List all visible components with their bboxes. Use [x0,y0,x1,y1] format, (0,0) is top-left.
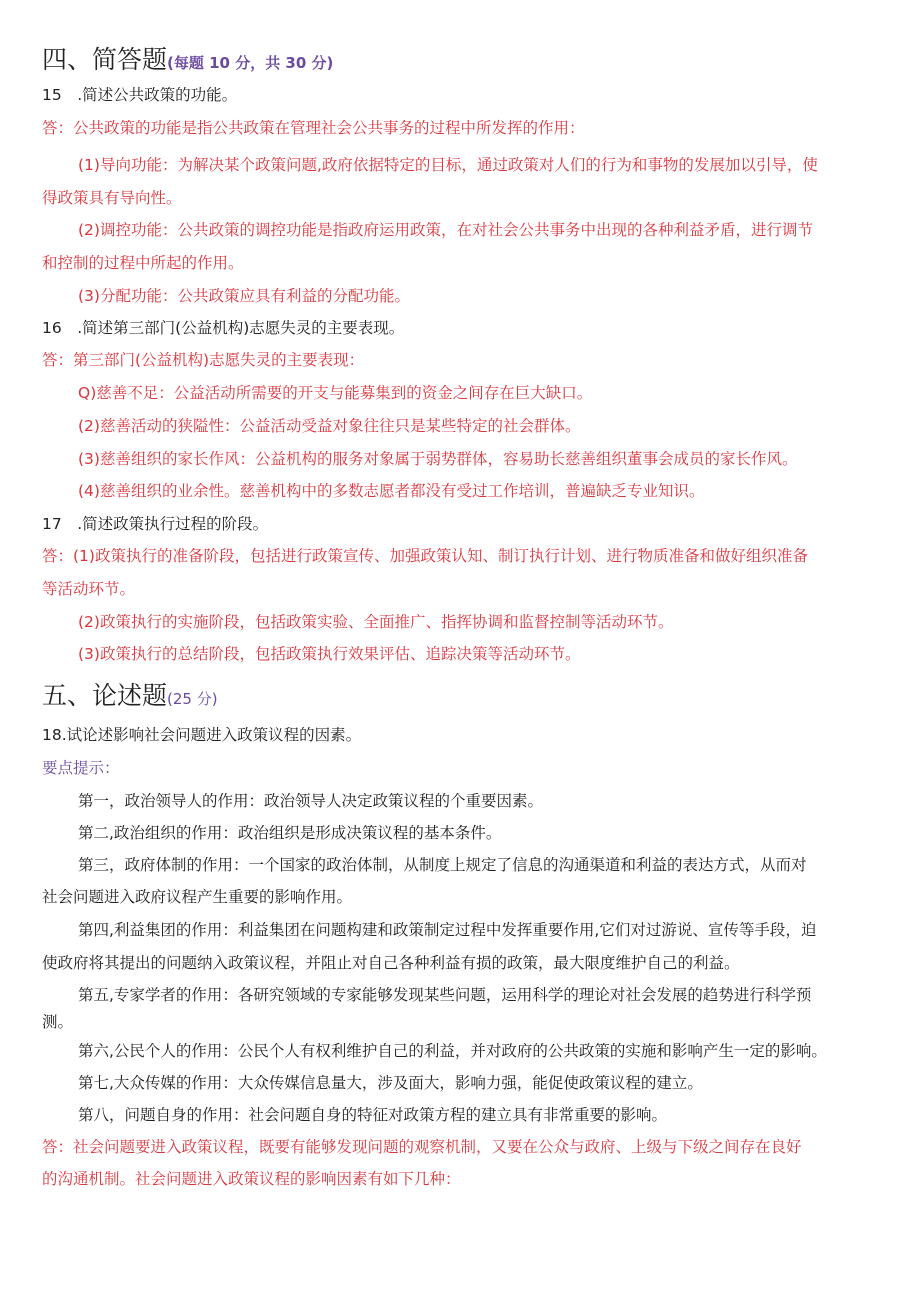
question-15: 15 .简述公共政策的功能。 [42,86,238,104]
answer-18-line: 答：社会问题要进入政策议程，既要有能够发现问题的观察机制，又要在公众与政府、上级与下级之间存在良好 [42,1138,802,1156]
hint-item: 测。 [42,1013,74,1031]
answer-18-line: 的沟通机制。社会问题进入政策议程的影响因素有如下几种： [42,1170,461,1188]
hint-item: 第一，政治领导人的作用：政治领导人决定政策议程的个重要因素。 [78,792,544,810]
answer-15-point: (1)导向功能：为解决某个政策问题,政府依据特定的目标，通过政策对人们的行为和事物的发展加以引导，使 [78,156,818,174]
answer-16-point: (2)慈善活动的狭隘性：公益活动受益对象往往只是某些特定的社会群体。 [78,417,581,435]
section-5-heading [42,680,882,715]
answer-17-point: (3)政策执行的总结阶段，包括政策执行效果评估、追踪决策等活动环节。 [78,645,581,663]
hint-item: 使政府将其提出的问题纳入政策议程，并阻止对自己各种利益有损的政策，最大限度维护自己的利益。 [42,954,740,972]
answer-17-line: 等活动环节。 [42,580,136,598]
question-17: 17 .简述政策执行过程的阶段。 [42,515,269,533]
question-16: 16 .简述第三部门(公益机构)志愿失灵的主要表现。 [42,319,405,337]
answer-15-point: 得政策具有导向性。 [42,189,182,207]
answer-16-point: (3)慈善组织的家长作风：公益机构的服务对象属于弱势群体，容易助长慈善组织董事会成员的家长作风。 [78,450,798,468]
section-4-heading [42,44,882,79]
section-4-title: 四、简答题 [42,45,168,74]
section-5-title: 五、论述题 [42,681,168,710]
hint-item: 社会问题进入政府议程产生重要的影响作用。 [42,888,353,906]
hint-item: 第二,政治组织的作用：政治组织是形成决策议程的基本条件。 [78,824,502,842]
section-5-score: (25 分) [167,690,218,708]
answer-16-point: Q)慈善不足：公益活动所需要的开支与能募集到的资金之间存在巨大缺口。 [78,384,593,402]
hint-label: 要点提示： [42,759,120,777]
hint-item: 第八，问题自身的作用：社会问题自身的特征对政策方程的建立具有非常重要的影响。 [78,1106,668,1124]
hint-item: 第三，政府体制的作用：一个国家的政治体制，从制度上规定了信息的沟通渠道和利益的表达方式，从而对 [78,856,807,874]
answer-15-point: 和控制的过程中所起的作用。 [42,254,244,272]
hint-item: 第五,专家学者的作用：各研究领域的专家能够发现某些问题，运用科学的理论对社会发展的趋势进行科学预 [78,986,812,1004]
answer-16-point: (4)慈善组织的业余性。慈善机构中的多数志愿者都没有受过工作培训，普遍缺乏专业知识。 [78,482,705,500]
hint-item: 第四,利益集团的作用：利益集团在问题构建和政策制定过程中发挥重要作用,它们对过游说、宣传等手段，迫 [78,921,817,939]
answer-17-point: (2)政策执行的实施阶段，包括政策实验、全面推广、指挥协调和监督控制等活动环节。 [78,613,674,631]
answer-17-line: 答：(1)政策执行的准备阶段，包括进行政策宣传、加强政策认知、制订执行计划、进行物质准备和做好组织准备 [42,547,808,565]
answer-15-point: (2)调控功能：公共政策的调控功能是指政府运用政策，在对社会公共事务中出现的各种利益矛盾，进行调节 [78,221,813,239]
hint-item: 第六,公民个人的作用：公民个人有权利维护自己的利益，并对政府的公共政策的实施和影响产生一定的影响。 [78,1042,827,1060]
answer-15-point: (3)分配功能：公共政策应具有利益的分配功能。 [78,287,410,305]
answer-16-intro: 答：第三部门(公益机构)志愿失灵的主要表现： [42,351,365,369]
answer-15-intro: 答：公共政策的功能是指公共政策在管理社会公共事务的过程中所发挥的作用： [42,119,585,137]
hint-item: 第七,大众传媒的作用：大众传媒信息量大，涉及面大，影响力强，能促使政策议程的建立。 [78,1074,703,1092]
section-4-score: (每题 10 分，共 30 分) [167,54,334,72]
question-18: 18.试论述影响社会问题进入政策议程的因素。 [42,726,362,744]
